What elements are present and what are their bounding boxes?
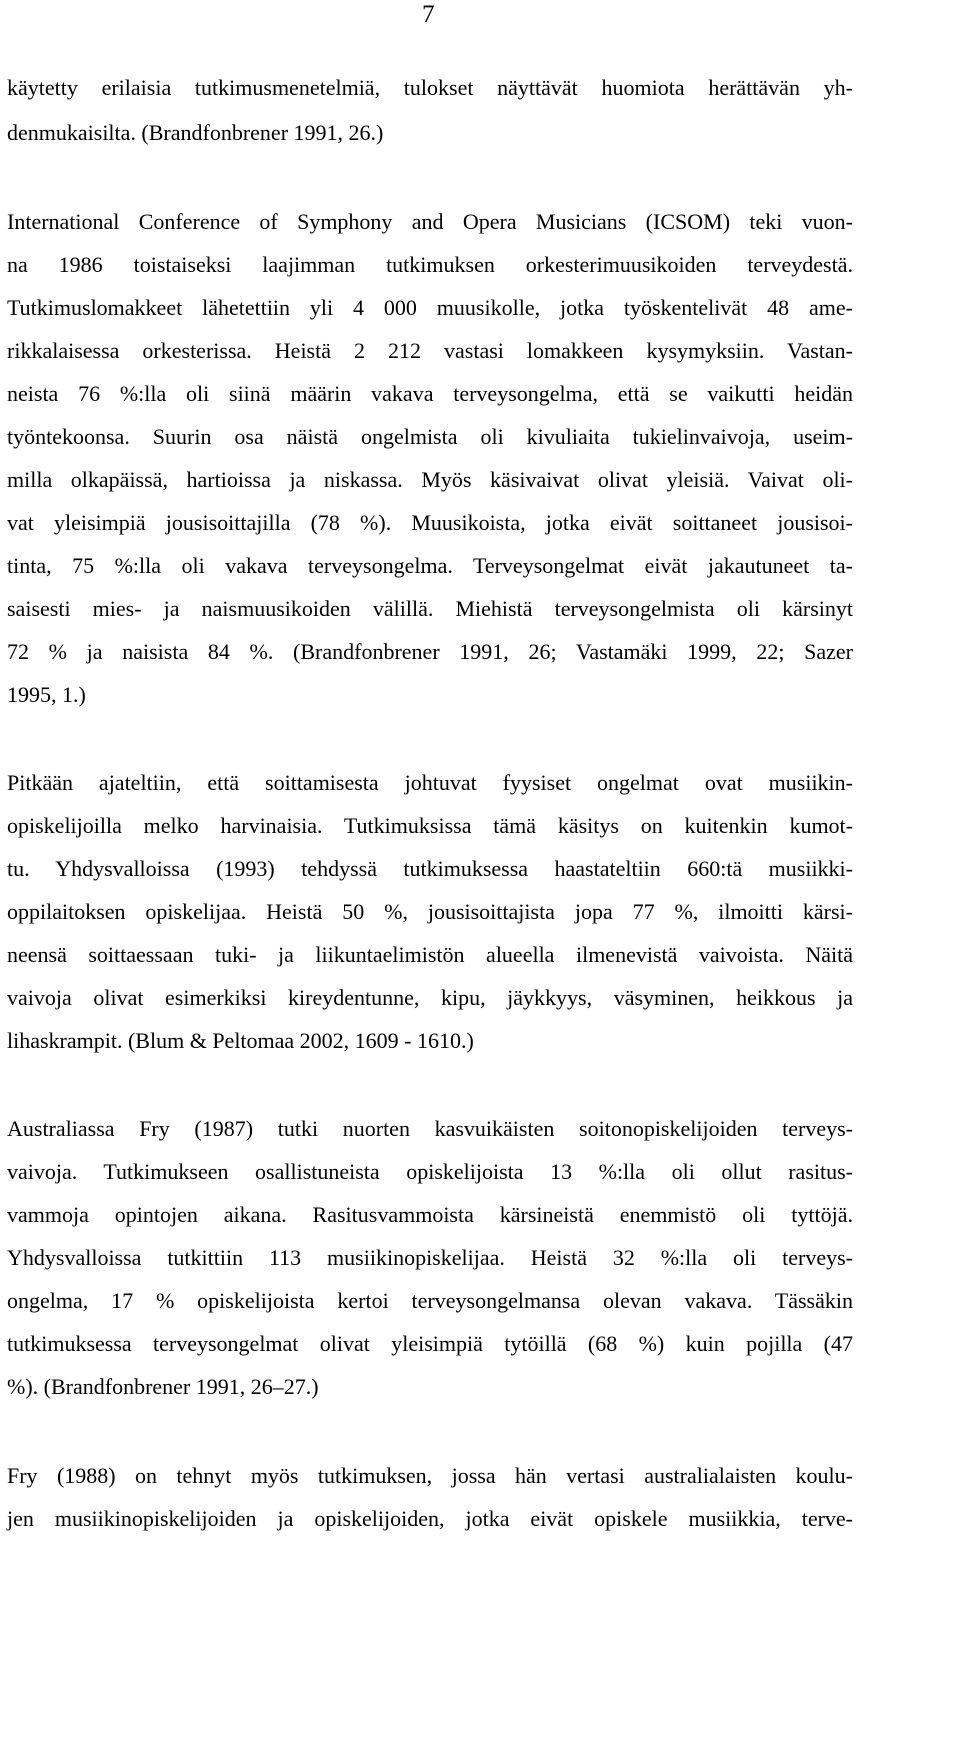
paragraph-2-line-9: tinta, 75 %:lla oli vakava terveysongelma. Terveysongelmat eivät jakautuneet ta- <box>7 553 853 578</box>
paragraph-4-line-7: %). (Brandfonbrener 1991, 26–27.) <box>7 1374 319 1399</box>
paragraph-3-line-4: oppilaitoksen opiskelijaa. Heistä 50 %, jousisoittajista jopa 77 %, ilmoitti kärsi- <box>7 899 853 924</box>
paragraph-3-line-3: tu. Yhdysvalloissa (1993) tehdyssä tutkimuksessa haastateltiin 660:tä musiikki- <box>7 856 853 881</box>
paragraph-3-line-5: neensä soittaessaan tuki- ja liikuntaelimistön alueella ilmenevistä vaivoista. Näitä <box>7 942 853 967</box>
paragraph-1-line-1: käytetty erilaisia tutkimusmenetelmiä, tulokset näyttävät huomiota herättävän yh- <box>7 75 853 100</box>
paragraph-4-line-3: vammoja opintojen aikana. Rasitusvammoista kärsineistä enemmistö oli tyttöjä. <box>7 1202 853 1227</box>
paragraph-4-line-2: vaivoja. Tutkimukseen osallistuneista opiskelijoista 13 %:lla oli ollut rasitus- <box>7 1159 853 1184</box>
page-number: 7 <box>422 1 435 28</box>
paragraph-4-line-4: Yhdysvalloissa tutkittiin 113 musiikinopiskelijaa. Heistä 32 %:lla oli terveys- <box>7 1245 853 1270</box>
paragraph-2-line-6: työntekoonsa. Suurin osa näistä ongelmista oli kivuliaita tukielinvaivoja, useim- <box>7 424 853 449</box>
paragraph-5-line-1: Fry (1988) on tehnyt myös tutkimuksen, jossa hän vertasi australialaisten koulu- <box>7 1463 853 1488</box>
paragraph-2-line-7: milla olkapäissä, hartioissa ja niskassa. Myös käsivaivat olivat yleisiä. Vaivat oli- <box>7 467 853 492</box>
paragraph-2-line-3: Tutkimuslomakkeet lähetettiin yli 4 000 muusikolle, jotka työskentelivät 48 ame- <box>7 295 853 320</box>
paragraph-4-line-6: tutkimuksessa terveysongelmat olivat yleisimpiä tytöillä (68 %) kuin pojilla (47 <box>7 1331 853 1356</box>
paragraph-3-line-6: vaivoja olivat esimerkiksi kireydentunne, kipu, jäykkyys, väsyminen, heikkous ja <box>7 985 853 1010</box>
paragraph-1-line-2: denmukaisilta. (Brandfonbrener 1991, 26.) <box>7 120 384 145</box>
paragraph-2-line-8: vat yleisimpiä jousisoittajilla (78 %). Muusikoista, jotka eivät soittaneet jousisoi- <box>7 510 853 535</box>
paragraph-2-line-5: neista 76 %:lla oli siinä määrin vakava terveysongelma, että se vaikutti heidän <box>7 381 853 406</box>
paragraph-3-line-7: lihaskrampit. (Blum & Peltomaa 2002, 1609 - 1610.) <box>7 1028 474 1053</box>
paragraph-4-line-1: Australiassa Fry (1987) tutki nuorten kasvuikäisten soitonopiskelijoiden terveys- <box>7 1116 853 1141</box>
paragraph-2-line-1: International Conference of Symphony and Opera Musicians (ICSOM) teki vuon- <box>7 209 853 234</box>
paragraph-2-line-4: rikkalaisessa orkesterissa. Heistä 2 212 vastasi lomakkeen kysymyksiin. Vastan- <box>7 338 853 363</box>
paragraph-5-line-2: jen musiikinopiskelijoiden ja opiskelijoiden, jotka eivät opiskele musiikkia, terve- <box>7 1506 853 1531</box>
paragraph-2-line-10: saisesti mies- ja naismuusikoiden välillä. Miehistä terveysongelmista oli kärsinyt <box>7 596 853 621</box>
paragraph-2-line-11: 72 % ja naisista 84 %. (Brandfonbrener 1991, 26; Vastamäki 1999, 22; Sazer <box>7 639 853 664</box>
paragraph-3-line-1: Pitkään ajateltiin, että soittamisesta johtuvat fyysiset ongelmat ovat musiikin- <box>7 770 853 795</box>
paragraph-2-line-12: 1995, 1.) <box>7 682 86 707</box>
paragraph-4-line-5: ongelma, 17 % opiskelijoista kertoi terveysongelmansa olevan vakava. Tässäkin <box>7 1288 853 1313</box>
paragraph-2-line-2: na 1986 toistaiseksi laajimman tutkimuksen orkesterimuusikoiden terveydestä. <box>7 252 853 277</box>
paragraph-3-line-2: opiskelijoilla melko harvinaisia. Tutkimuksissa tämä käsitys on kuitenkin kumot- <box>7 813 853 838</box>
